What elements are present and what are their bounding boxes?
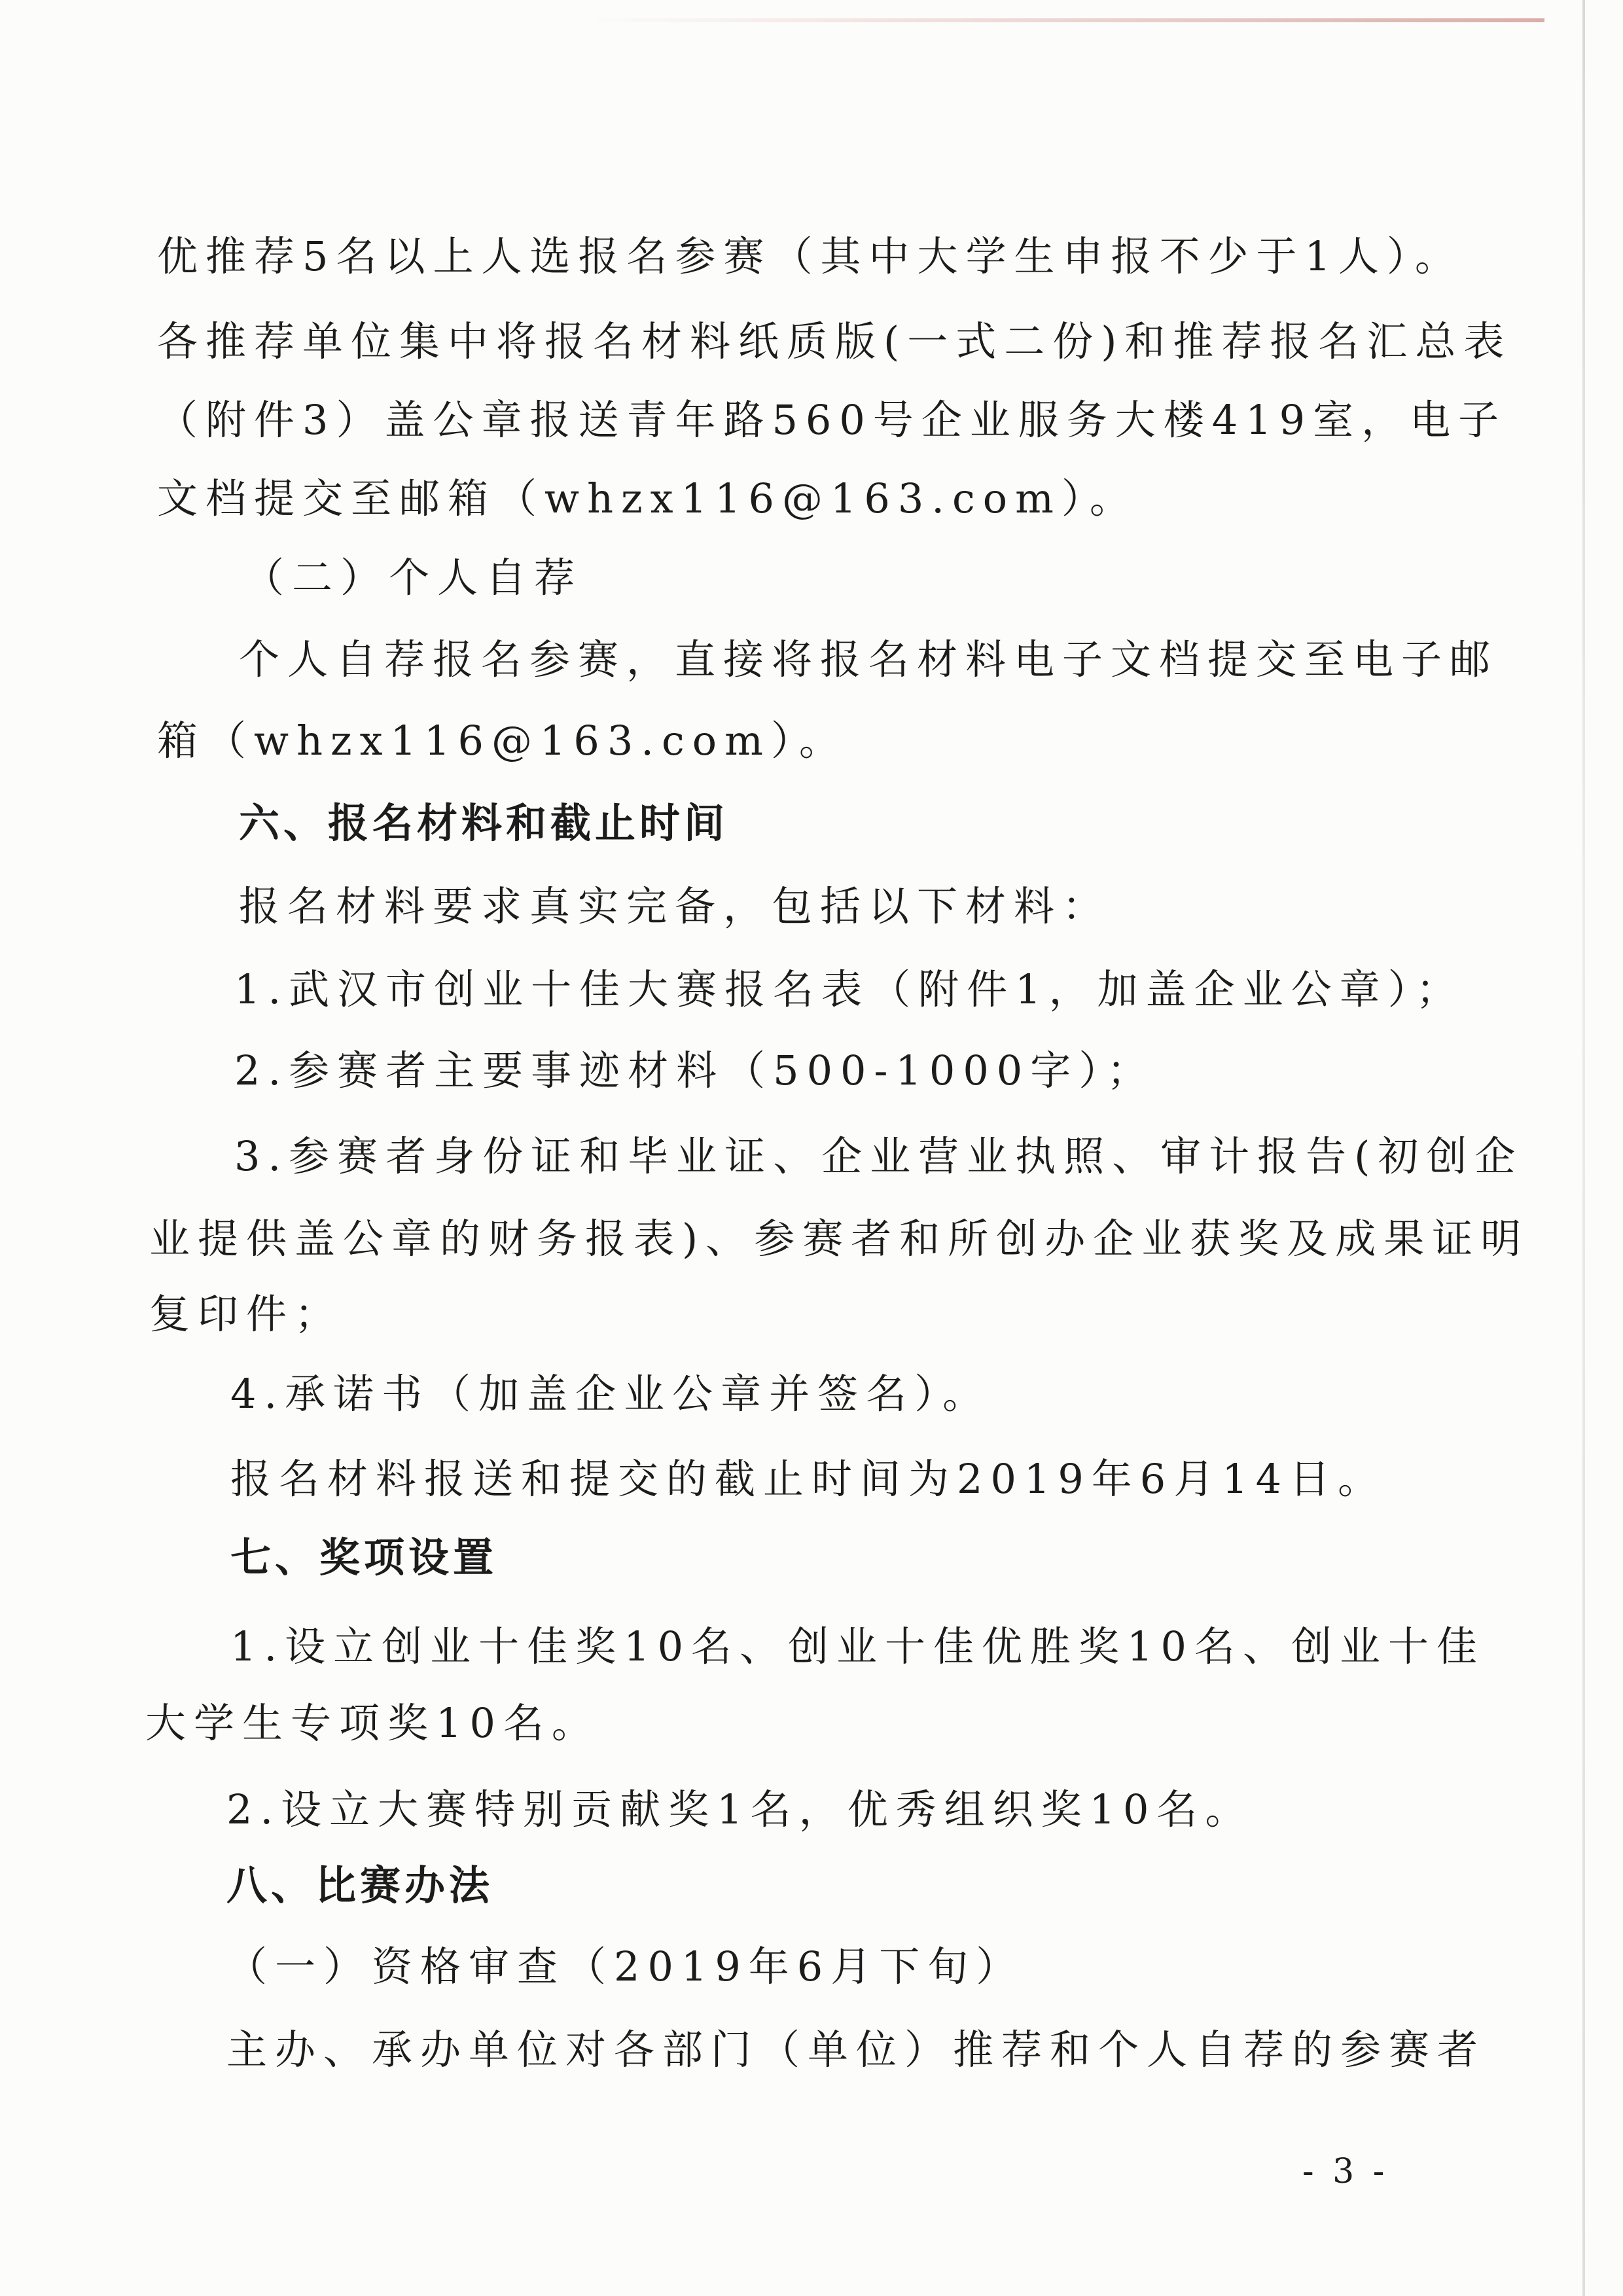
body-line: 3.参赛者身份证和毕业证、企业营业执照、审计报告(初创企 <box>234 1132 1524 1180</box>
section-heading: 八、比赛办法 <box>226 1861 494 1909</box>
body-line: 箱（whzx116@163.com）。 <box>157 717 847 764</box>
body-line: 2.参赛者主要事迹材料（500-1000字）； <box>234 1047 1156 1094</box>
scan-edge-shadow <box>1582 0 1585 2296</box>
body-line: 业提供盖公章的财务报表)、参赛者和所创办企业获奖及成果证明 <box>149 1215 1529 1263</box>
page-number: - 3 - <box>1302 2152 1389 2191</box>
body-line: 报名材料要求真实完备，包括以下材料： <box>239 882 1111 930</box>
section-subheading: （二）个人自荐 <box>243 554 583 601</box>
body-line: 各推荐单位集中将报名材料纸质版(一式二份)和推荐报名汇总表 <box>157 317 1512 365</box>
body-line: 报名材料报送和提交的截止时间为2019年6月14日。 <box>230 1455 1387 1503</box>
section-heading: 七、奖项设置 <box>230 1534 498 1581</box>
body-line: 主办、承办单位对各部门（单位）推荐和个人自荐的参赛者 <box>226 2026 1486 2073</box>
body-line: 2.设立大赛特别贡献奖1名，优秀组织奖10名。 <box>226 1785 1254 1833</box>
body-line: 4.承诺书（加盖企业公章并签名）。 <box>230 1370 991 1418</box>
body-line: 1.设立创业十佳奖10名、创业十佳优胜奖10名、创业十佳 <box>230 1623 1485 1670</box>
body-line: 个人自荐报名参赛，直接将报名材料电子文档提交至电子邮 <box>239 636 1499 683</box>
body-line: 大学生专项奖10名。 <box>145 1699 600 1747</box>
section-subheading: （一）资格审查（2019年6月下旬） <box>226 1943 1025 1990</box>
section-heading: 六、报名材料和截止时间 <box>239 799 729 847</box>
body-line: 优推荐5名以上人选报名参赛（其中大学生申报不少于1人）。 <box>157 232 1463 280</box>
body-line: 复印件； <box>149 1290 344 1338</box>
body-line: 文档提交至邮箱（whzx116@163.com）。 <box>157 475 1138 522</box>
scan-edge-mark <box>589 18 1544 22</box>
body-line: 1.武汉市创业十佳大赛报名表（附件1，加盖企业公章）； <box>234 965 1465 1013</box>
body-line: （附件3）盖公章报送青年路560号企业服务大楼419室，电子 <box>157 396 1507 444</box>
